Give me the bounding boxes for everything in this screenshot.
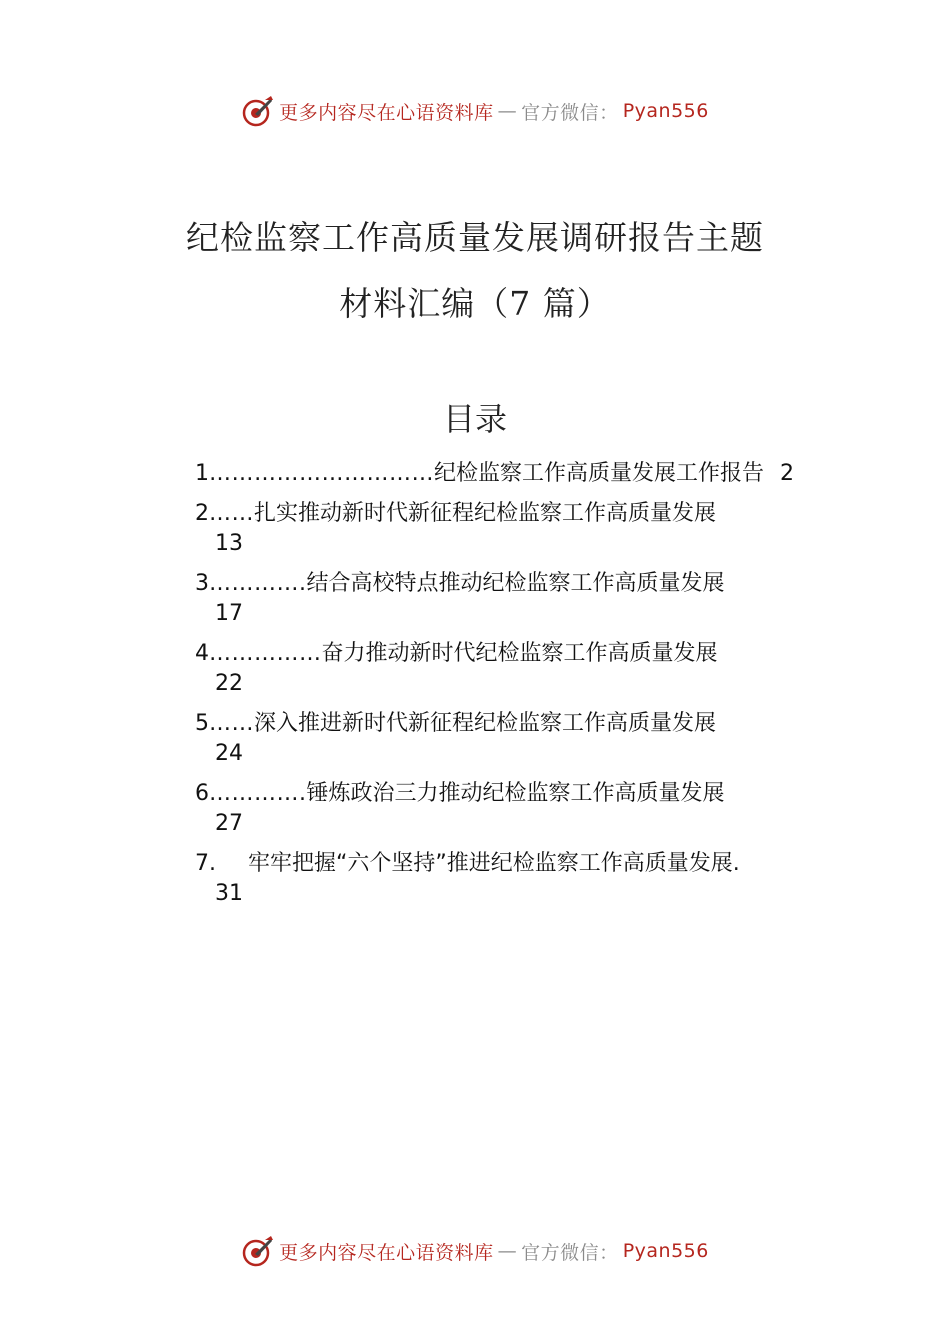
- toc-entry-number: 3: [195, 571, 209, 596]
- toc-entry-5[interactable]: [195, 709, 855, 769]
- toc-entry-leader: ………….: [209, 571, 307, 596]
- toc-entry-number: 2: [195, 501, 209, 526]
- toc-entry-leader: ……: [209, 711, 254, 736]
- toc-entry-title: 纪检监察工作高质量发展工作报告: [434, 461, 765, 486]
- toc-entry-leader: ……: [209, 501, 254, 526]
- toc-entry-7[interactable]: [195, 849, 855, 909]
- watermark-id: Pyan556: [622, 1240, 709, 1262]
- watermark-label: 官方微信：: [521, 1241, 619, 1264]
- toc-entry-title: 牢牢把握“六个坚持”推进纪检监察工作高质量发展.: [248, 851, 740, 876]
- watermark-id: Pyan556: [622, 100, 709, 122]
- toc-entry-number: 7.: [195, 851, 216, 876]
- header-watermark: [0, 94, 950, 128]
- document-title-line-2: 材料汇编（7 篇）: [339, 284, 611, 323]
- toc-entry-3[interactable]: [195, 569, 855, 629]
- toc-entry-leader: ………….: [209, 781, 307, 806]
- toc-entry-leader: ……………: [209, 641, 322, 666]
- toc-entry-page: 2: [780, 461, 795, 486]
- table-of-contents: [195, 459, 855, 919]
- toc-entry-leader: …………………………: [209, 461, 434, 486]
- footer-watermark: [0, 1234, 950, 1268]
- toc-entry-page: 17: [215, 601, 243, 626]
- toc-entry-6[interactable]: [195, 779, 855, 839]
- watermark-text: 更多内容尽在心语资料库: [279, 101, 494, 124]
- document-title-line-1: 纪检监察工作高质量发展调研报告主题: [186, 218, 764, 257]
- toc-entry-title: 深入推进新时代新征程纪检监察工作高质量发展: [254, 711, 717, 736]
- toc-entry-number: 4: [195, 641, 209, 666]
- toc-entry-title: 锤炼政治三力推动纪检监察工作高质量发展: [306, 781, 725, 806]
- toc-entry-title: 奋力推动新时代纪检监察工作高质量发展: [321, 641, 718, 666]
- toc-entry-page: 27: [215, 811, 243, 836]
- watermark-label: 官方微信：: [521, 101, 619, 124]
- watermark-text: 更多内容尽在心语资料库: [279, 1241, 494, 1264]
- watermark-separator: —: [497, 100, 518, 122]
- toc-entry-number: 6: [195, 781, 209, 806]
- toc-entry-page: 13: [215, 531, 243, 556]
- toc-entry-page: 31: [215, 881, 243, 906]
- quill-circle-logo-icon: [241, 1234, 275, 1268]
- toc-entry-number: 5: [195, 711, 209, 736]
- quill-circle-logo-icon: [241, 94, 275, 128]
- toc-entry-2[interactable]: [195, 499, 855, 559]
- toc-entry-1[interactable]: [195, 459, 855, 489]
- toc-entry-page: 22: [215, 671, 243, 696]
- watermark-separator: —: [497, 1240, 518, 1262]
- toc-entry-title: 结合高校特点推动纪检监察工作高质量发展: [306, 571, 725, 596]
- toc-entry-number: 1: [195, 461, 209, 486]
- toc-entry-4[interactable]: [195, 639, 855, 699]
- toc-entry-title: 扎实推动新时代新征程纪检监察工作高质量发展: [254, 501, 717, 526]
- toc-heading: 目录: [442, 400, 507, 438]
- toc-entry-page: 24: [215, 741, 243, 766]
